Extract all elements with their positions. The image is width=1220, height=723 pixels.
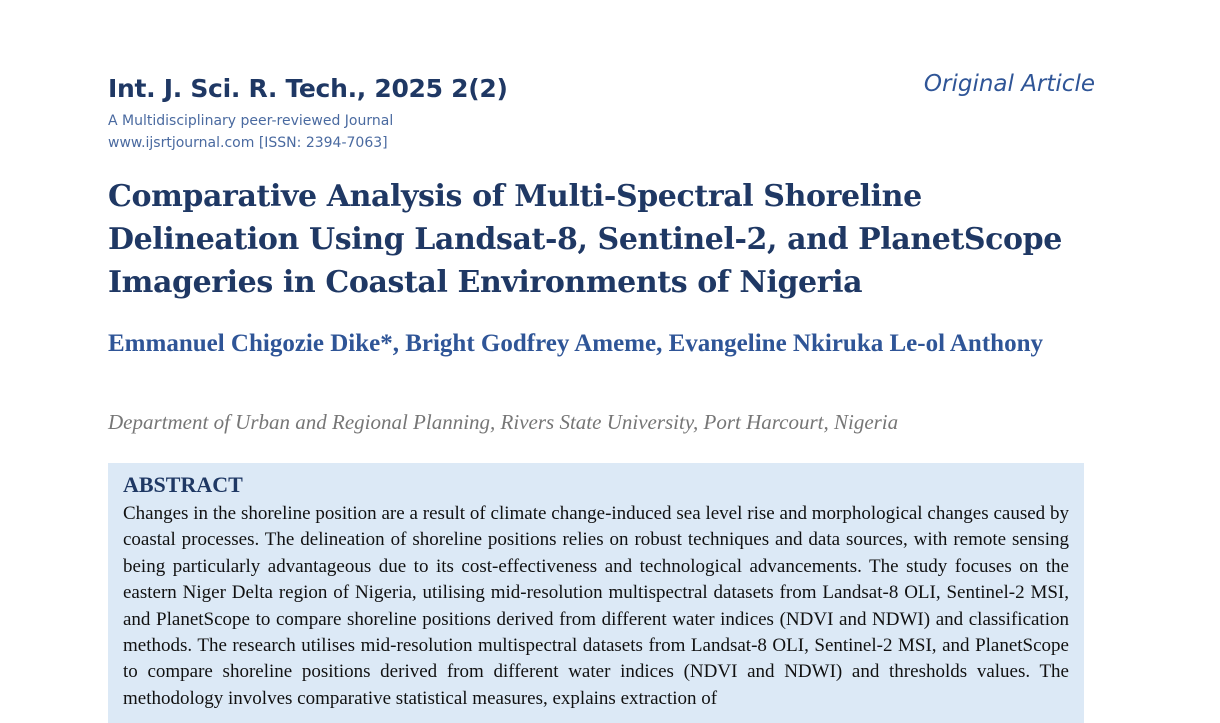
abstract-text: Changes in the shoreline position are a result of climate change-induced sea level rise and morphological changes caused by coastal processes. The delineation of shoreline positions relies on robust techniques and data sources, with remote sensing being particularly advantageous due to its cost-effectiveness and technological advancements. The study focuses on the eastern Niger Delta region of Nigeria, utilising mid-resolution multispectral datasets from Landsat-8 OLI, Sentinel-2 MSI, and PlanetScope to compare shoreline positions derived from different water indices (NDVI and NDWI) and classification methods. The research utilises mid-resolution multispectral datasets from Landsat-8 OLI, Sentinel-2 MSI, and PlanetScope to compare shoreline positions derived from different water indices (NDVI and NDWI) and thresholds values. The methodology involves comparative statistical measures, explains extraction of (123, 503, 1069, 709)
journal-subtitle: A Multidisciplinary peer-reviewed Journal (108, 113, 394, 129)
author-affiliation: Department of Urban and Regional Planning, Rivers State University, Port Harcourt, Nigeria (108, 410, 899, 434)
journal-title: Int. J. Sci. R. Tech., 2025 2(2) (108, 74, 508, 103)
paper-title: Comparative Analysis of Multi-Spectral Shoreline Delineation Using Landsat-8, Sentinel-2, and PlanetScope Imageries in Coastal Environments of Nigeria (108, 179, 1062, 300)
paper-authors: Emmanuel Chigozie Dike*, Bright Godfrey Ameme, Evangeline Nkiruka Le-ol Anthony (108, 330, 1043, 357)
abstract-heading: ABSTRACT (123, 472, 243, 497)
article-type-label: Original Article (923, 71, 1095, 97)
journal-website[interactable]: www.ijsrtjournal.com [ISSN: 2394-7063] (108, 135, 388, 151)
abstract-box (108, 463, 1084, 723)
